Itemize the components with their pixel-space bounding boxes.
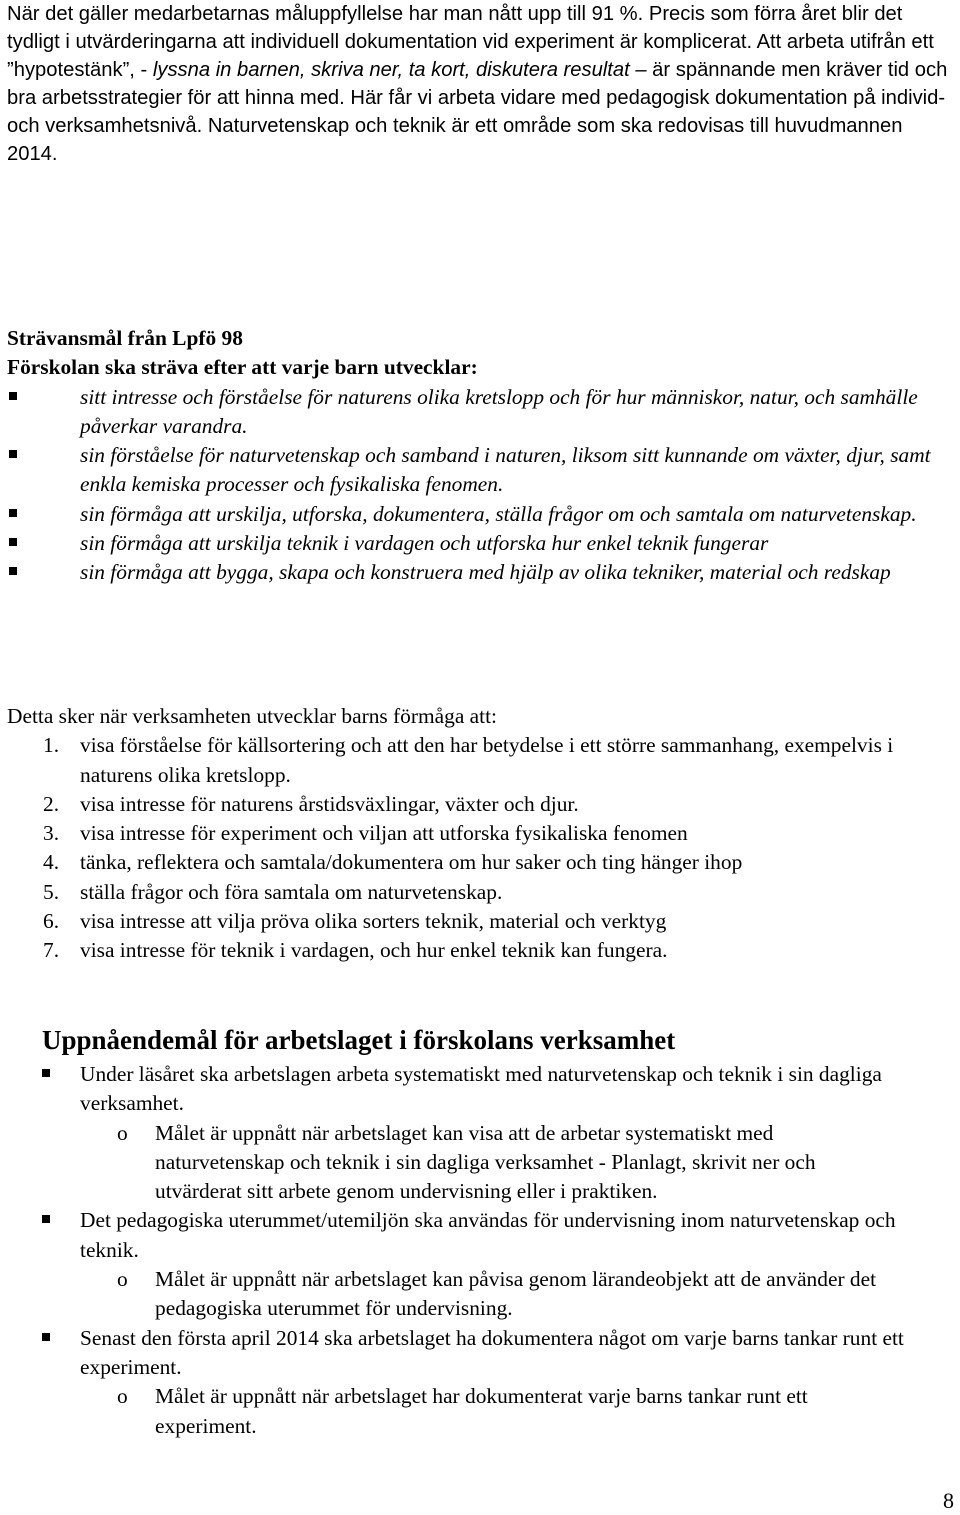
intro-text-b: är spännande men kräver tid och bra arbetsstrategier för att hinna med. Här får vi arbeta vidare med pedagogisk dokumentation på individ- och verksamhetsnivå. Naturvetenskap och teknik är ett område som ska redovisas till huvudmannen 2014. (7, 59, 948, 165)
goals-subheading: Förskolan ska sträva efter att varje barn utvecklar: (7, 355, 478, 380)
targets-heading: Uppnåendemål för arbetslaget i förskolans verksamhet (42, 1025, 676, 1055)
list-item (42, 1206, 952, 1265)
list-item (7, 907, 940, 936)
list-item (7, 731, 940, 790)
goal-text: sin förmåga att urskilja, utforska, dokumentera, ställa frågor om och samtala om naturvetenskap. (80, 501, 917, 526)
square-bullet-icon (9, 450, 17, 458)
ability-text: tänka, reflektera och samtala/dokumentera om hur saker och ting hänger ihop (80, 850, 743, 875)
item-number: 6. (43, 909, 60, 934)
list-item (7, 558, 940, 587)
item-number: 2. (43, 791, 60, 816)
item-number: 1. (43, 733, 60, 758)
square-bullet-icon (9, 509, 17, 517)
square-bullet-icon (9, 538, 17, 546)
targets-list (42, 1060, 952, 1441)
list-item (7, 441, 940, 500)
intro-paragraph (7, 0, 955, 168)
intro-text-a: När det gäller medarbetarnas måluppfyllelse har man nått upp till 91 %. Precis som förra året blir det tydligt i utvärderingarna att individuell dokumentation vid experiment är komplicerat. Att arbeta utifrån ett ”hypotestänk”, - (7, 3, 934, 81)
square-bullet-icon (9, 392, 17, 400)
ability-text: visa intresse för naturens årstidsväxlingar, växter och djur. (80, 791, 579, 816)
target-text: Under läsåret ska arbetslagen arbeta systematiskt med naturvetenskap och teknik i sin dagliga verksamhet. (80, 1062, 882, 1116)
circle-bullet-icon: o (117, 1120, 128, 1145)
goal-text: sin förmåga att urskilja teknik i vardagen och utforska hur enkel teknik fungerar (80, 531, 769, 556)
ability-text: visa intresse att vilja pröva olika sorters teknik, material och verktyg (80, 909, 667, 934)
targets-section (42, 1024, 952, 1056)
ability-text: ställa frågor och föra samtala om naturvetenskap. (80, 879, 503, 904)
list-item (7, 878, 940, 907)
sub-list-item (42, 1119, 885, 1207)
target-sub-text: Målet är uppnått när arbetslaget har dokumenterat varje barns tankar runt ett experiment. (155, 1384, 808, 1438)
target-sub-text: Målet är uppnått när arbetslaget kan påvisa genom lärandeobjekt att de använder det pedagogiska uterummet för undervisning. (155, 1267, 877, 1321)
item-number: 3. (43, 821, 60, 846)
target-text: Senast den första april 2014 ska arbetslaget ha dokumentera något om varje barns tankar runt ett experiment. (80, 1325, 904, 1379)
circle-bullet-icon: o (117, 1384, 128, 1409)
goal-text: sin förståelse för naturvetenskap och samband i naturen, liksom sitt kunnande om växter, djur, samt enkla kemiska processer och fysikaliska fenomen. (80, 443, 931, 497)
list-item (7, 383, 940, 442)
ability-text: visa intresse för experiment och viljan att utforska fysikaliska fenomen (80, 821, 688, 846)
page-number: 8 (943, 1488, 954, 1513)
list-item (42, 1324, 952, 1383)
intro-text-italic: lyssna in barnen, skriva ner, ta kort, diskutera resultat – (152, 59, 647, 81)
abilities-section (7, 702, 955, 966)
item-number: 5. (43, 879, 60, 904)
item-number: 4. (43, 850, 60, 875)
sub-list-item (42, 1382, 885, 1441)
list-item (7, 848, 940, 877)
list-item (7, 936, 940, 965)
square-bullet-icon (42, 1333, 50, 1341)
ability-text: visa intresse för teknik i vardagen, och hur enkel teknik kan fungera. (80, 938, 668, 963)
target-sub-text: Målet är uppnått när arbetslaget kan visa att de arbetar systematiskt med naturvetenskap och teknik i sin dagliga verksamhet - Planlagt, skrivit ner och utvärderat sitt arbete genom undervisning eller i praktiken. (155, 1120, 816, 1204)
goals-section (7, 324, 955, 588)
goals-heading: Strävansmål från Lpfö 98 (7, 326, 243, 350)
list-item (7, 819, 940, 848)
item-number: 7. (43, 938, 60, 963)
sub-list-item (42, 1265, 885, 1324)
square-bullet-icon (42, 1069, 50, 1077)
list-item (7, 790, 940, 819)
goal-text: sin förmåga att bygga, skapa och konstruera med hjälp av olika tekniker, material och redskap (80, 560, 891, 585)
abilities-intro: Detta sker när verksamheten utvecklar barns förmåga att: (7, 704, 497, 728)
list-item (7, 500, 940, 529)
goal-text: sitt intresse och förståelse för naturens olika kretslopp och för hur människor, natur, och samhälle påverkar varandra. (80, 384, 918, 438)
list-item (7, 529, 940, 558)
ability-text: visa förståelse för källsortering och att den har betydelse i ett större sammanhang, exempelvis i naturens olika kretslopp. (80, 733, 894, 787)
square-bullet-icon (42, 1215, 50, 1223)
circle-bullet-icon: o (117, 1267, 128, 1292)
list-item (42, 1060, 952, 1119)
square-bullet-icon (9, 567, 17, 575)
target-text: Det pedagogiska uterummet/utemiljön ska användas för undervisning inom naturvetenskap och teknik. (80, 1208, 896, 1262)
